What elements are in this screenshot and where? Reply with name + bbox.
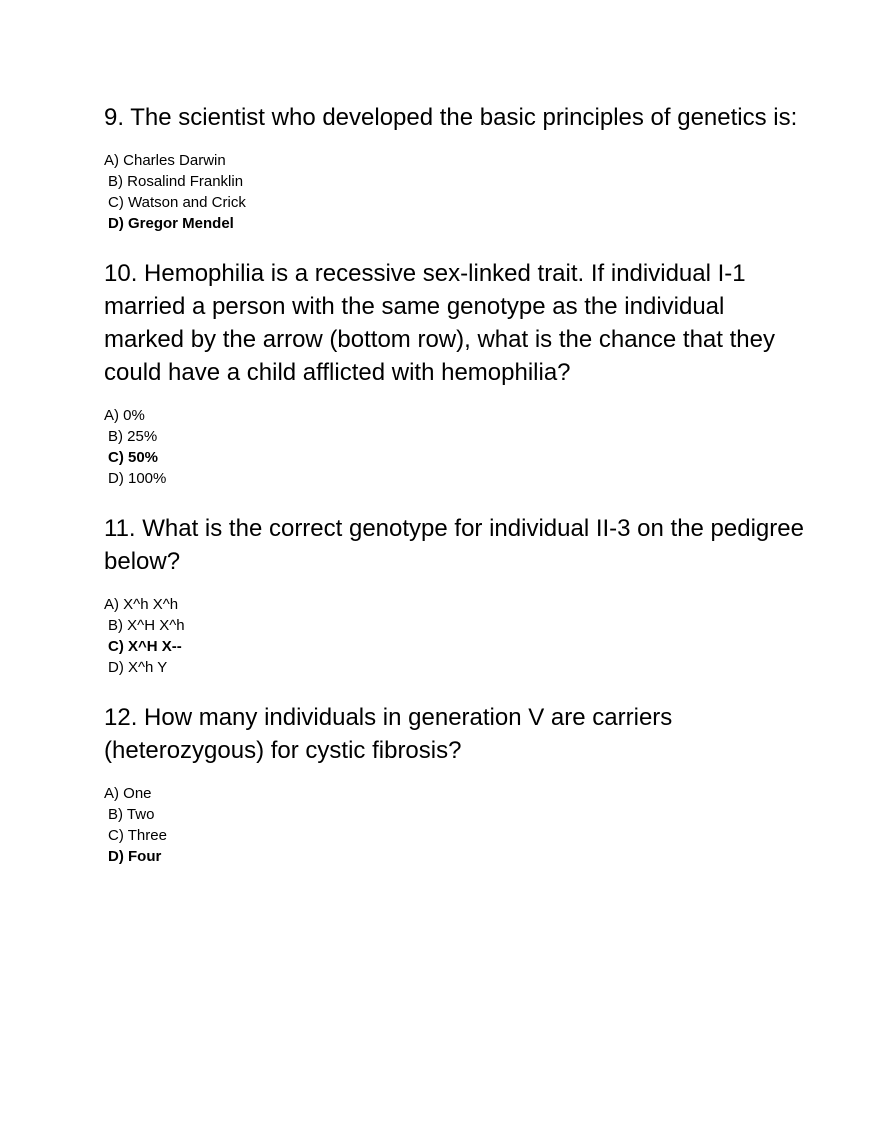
option-list [104,783,804,867]
option-c-correct: C) 50% [108,449,159,466]
question-12 [104,701,804,867]
question-9 [104,101,804,234]
question-10 [104,257,804,489]
option-a: A) One [104,785,152,802]
option-a: A) Charles Darwin [104,152,226,169]
quiz-page [104,101,804,867]
option-b: B) Rosalind Franklin [108,173,244,190]
option-c: C) Three [108,827,167,844]
question-text: 9. The scientist who developed the basic principles of genetics is: [104,104,798,131]
option-b: B) Two [108,806,155,823]
option-d-correct: D) Four [108,848,162,865]
option-d: D) 100% [108,470,167,487]
question-text: 12. How many individuals in generation V are carriers (heterozygous) for cystic fibrosis? [104,704,673,764]
option-a: A) X^h X^h [104,596,179,613]
option-list [104,150,804,234]
option-a: A) 0% [104,407,145,424]
option-d-correct: D) Gregor Mendel [108,215,234,232]
question-text: 11. What is the correct genotype for individual II-3 on the pedigree below? [104,515,804,575]
option-list [104,405,804,489]
option-b: B) 25% [108,428,158,445]
option-list [104,594,804,678]
option-d: D) X^h Y [108,659,168,676]
option-b: B) X^H X^h [108,617,185,634]
question-11 [104,512,804,678]
question-text: 10. Hemophilia is a recessive sex-linked trait. If individual I-1 married a person with the same genotype as the individual marked by the arrow (bottom row), what is the chance that they could have a child afflicted with hemophilia? [104,260,775,386]
option-c: C) Watson and Crick [108,194,246,211]
option-c-correct: C) X^H X-- [108,638,182,655]
